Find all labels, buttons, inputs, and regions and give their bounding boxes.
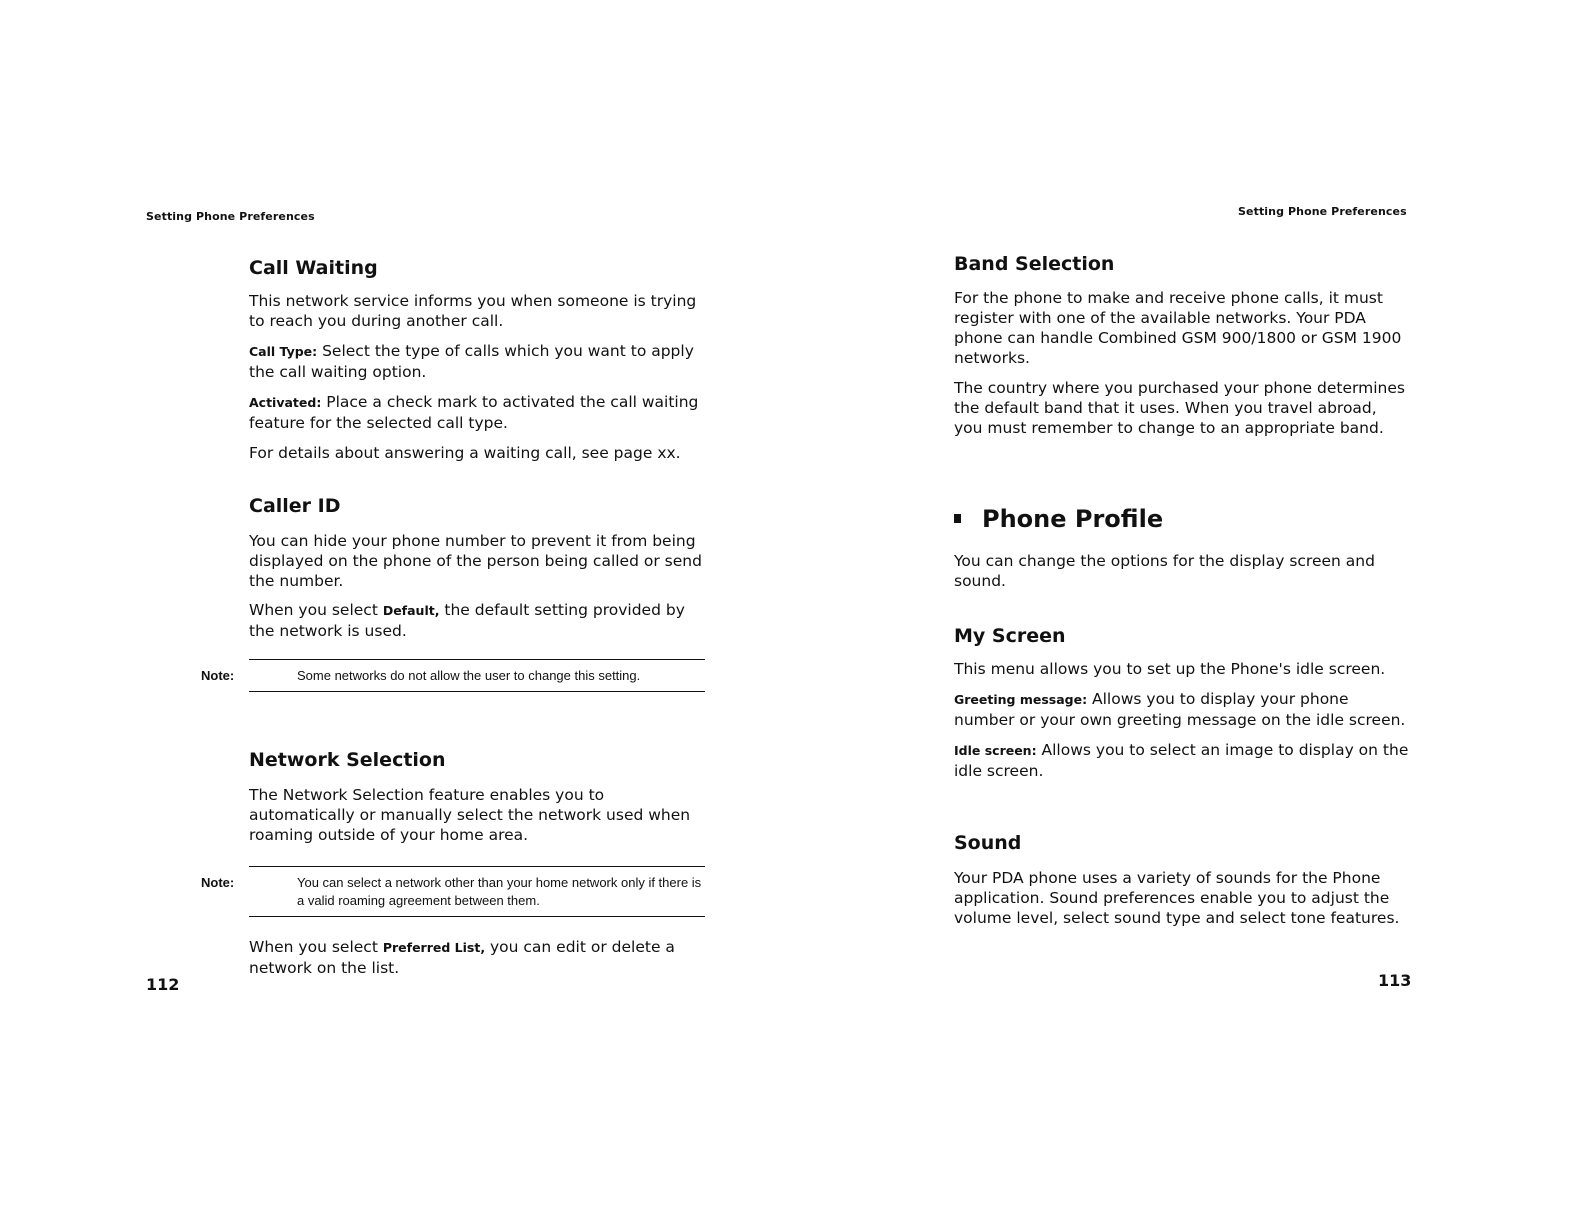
caller-id-default-paragraph bbox=[249, 600, 705, 641]
page-number-right: 113 bbox=[1378, 971, 1412, 990]
preferred-prefix: When you select bbox=[249, 938, 383, 956]
greeting-message-paragraph bbox=[954, 689, 1409, 730]
phone-profile-intro: You can change the options for the display screen and sound. bbox=[954, 552, 1375, 590]
running-header-right: Setting Phone Preferences bbox=[1238, 205, 1407, 218]
band-selection-section bbox=[954, 253, 1409, 438]
greeting-text: Allows you to display your phone number or your own greeting message on the idle screen. bbox=[954, 690, 1406, 729]
call-waiting-details: For details about answering a waiting call, see page xx. bbox=[249, 444, 681, 462]
note-label: Note: bbox=[201, 875, 235, 890]
section-title-caller-id: Caller ID bbox=[249, 495, 341, 517]
call-type-paragraph bbox=[249, 341, 705, 382]
preferred-suffix: you can edit or delete a network on the list. bbox=[249, 938, 675, 977]
call-waiting-intro: This network service informs you when someone is trying to reach you during another call. bbox=[249, 292, 697, 330]
preferred-label: Preferred List, bbox=[382, 940, 486, 955]
preferred-list-paragraph bbox=[249, 937, 705, 978]
band-selection-para2: The country where you purchased your phone determines the default band that it uses. When you travel abroad, you must remember to change to an appropriate band. bbox=[954, 379, 1405, 437]
network-selection-intro: The Network Selection feature enables you to automatically or manually select the network used when roaming outside of your home area. bbox=[249, 786, 691, 844]
note-network-selection-text bbox=[201, 874, 705, 910]
section-title-band-selection: Band Selection bbox=[954, 253, 1115, 275]
running-header-left: Setting Phone Preferences bbox=[146, 210, 315, 223]
activated-paragraph bbox=[249, 392, 705, 433]
note-body: Some networks do not allow the user to change this setting. bbox=[297, 668, 641, 683]
phone-profile-title: Phone Profile bbox=[982, 505, 1164, 533]
sound-section bbox=[954, 832, 1409, 928]
default-prefix: When you select bbox=[249, 601, 383, 619]
greeting-label: Greeting message: bbox=[954, 692, 1088, 707]
chapter-title-phone-profile bbox=[954, 505, 1409, 533]
section-title-call-waiting: Call Waiting bbox=[249, 257, 378, 279]
my-screen-section bbox=[954, 625, 1409, 781]
note-label: Note: bbox=[201, 668, 235, 683]
phone-profile-section bbox=[954, 505, 1409, 591]
network-selection-section bbox=[249, 749, 705, 845]
bullet-icon bbox=[954, 514, 961, 523]
note-body: You can select a network other than your home network only if there is a valid roaming agreement between them. bbox=[297, 875, 702, 908]
caller-id-intro: You can hide your phone number to prevent it from being displayed on the phone of the person being called or send the number. bbox=[249, 532, 702, 590]
activated-label: Activated: bbox=[249, 395, 322, 410]
section-title-my-screen: My Screen bbox=[954, 625, 1066, 647]
call-type-label: Call Type: bbox=[249, 344, 318, 359]
section-title-network-selection: Network Selection bbox=[249, 749, 446, 771]
sound-intro: Your PDA phone uses a variety of sounds for the Phone application. Sound preferences enable you to adjust the volume level, select sound type and select tone features. bbox=[954, 869, 1400, 927]
note-network-selection bbox=[201, 866, 705, 917]
note-caller-id bbox=[201, 659, 705, 692]
call-type-text: Select the type of calls which you want to apply the call waiting option. bbox=[249, 342, 694, 381]
section-title-sound: Sound bbox=[954, 832, 1022, 854]
page-number-left: 112 bbox=[146, 975, 180, 994]
my-screen-intro: This menu allows you to set up the Phone's idle screen. bbox=[954, 660, 1386, 678]
idle-label: Idle screen: bbox=[954, 743, 1037, 758]
idle-screen-paragraph bbox=[954, 740, 1409, 781]
idle-text: Allows you to select an image to display on the idle screen. bbox=[954, 741, 1409, 780]
band-selection-para1: For the phone to make and receive phone calls, it must register with one of the available networks. Your PDA phone can handle Combined GSM 900/1800 or GSM 1900 networks. bbox=[954, 289, 1402, 367]
default-label: Default, bbox=[382, 603, 440, 618]
default-suffix: the default setting provided by the network is used. bbox=[249, 601, 685, 640]
call-waiting-section bbox=[249, 257, 705, 463]
caller-id-section bbox=[249, 495, 705, 641]
note-caller-id-text bbox=[201, 667, 705, 685]
activated-text: Place a check mark to activated the call waiting feature for the selected call type. bbox=[249, 393, 699, 432]
